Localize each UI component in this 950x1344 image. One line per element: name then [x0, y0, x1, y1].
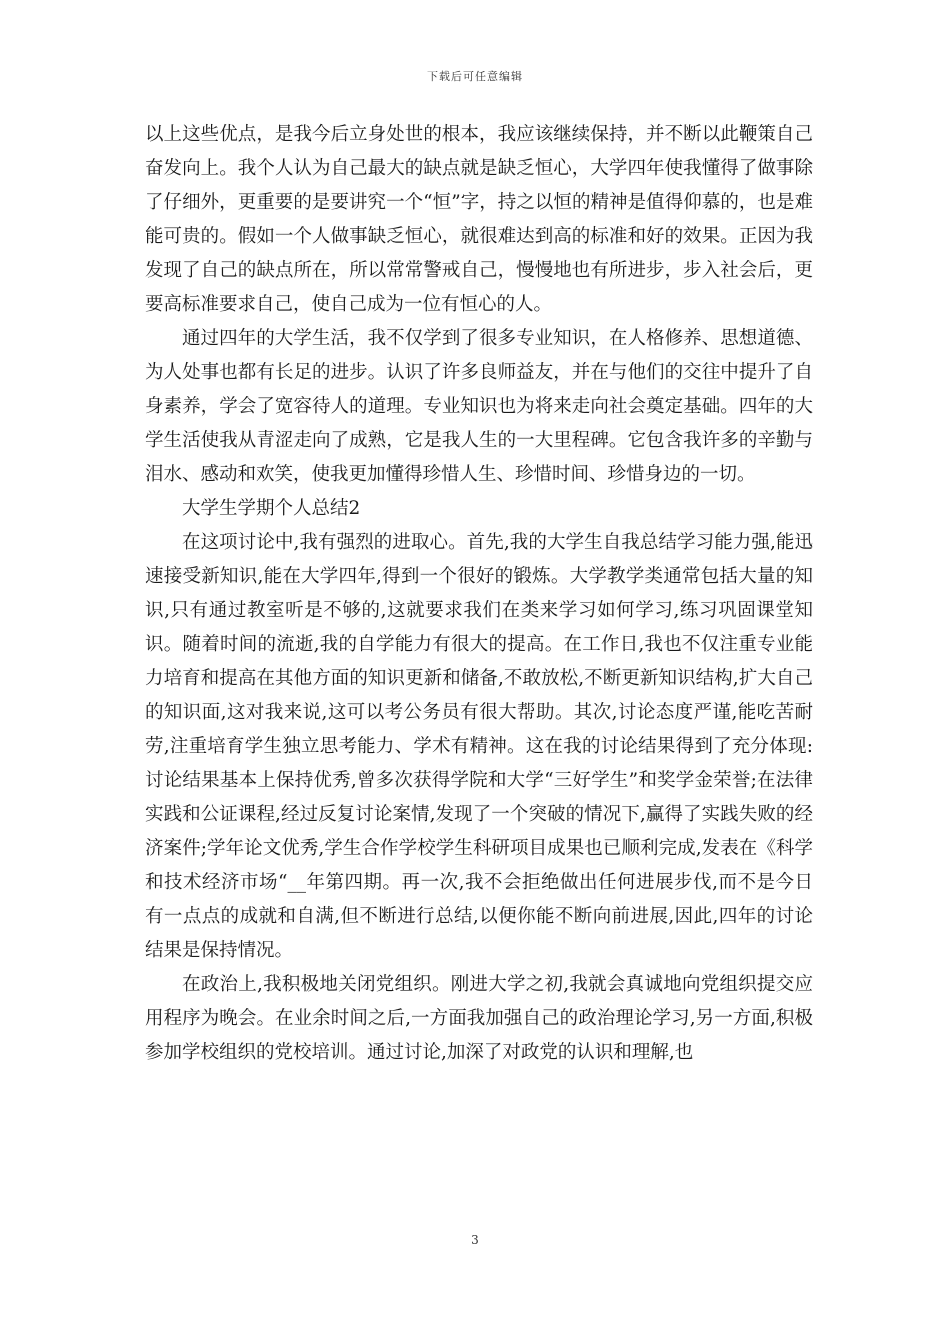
paragraph-2: 通过四年的大学生活，我不仅学到了很多专业知识，在人格修养、思想道德、为人处事也都有长足的进步。认识了许多良师益友，并在与他们的交往中提升了自身素养，学会了宽容待人的道理。专业知识也为将来走向社会奠定基础。四年的大学生活使我从青涩走向了成熟，它是我人生的一大里程碑。它包含我许多的辛勤与泪水、感动和欢笑，使我更加懂得珍惜人生、珍惜时间、珍惜身边的一切。: [145, 328, 813, 485]
page-header: 下载后可任意编辑: [427, 70, 523, 83]
document-body: [145, 118, 813, 1070]
paragraph-4: 在政治上,我积极地关闭党组织。刚进大学之初,我就会真诚地向党组织提交应用程序为晚会。在业余时间之后,一方面我加强自己的政治理论学习,另一方面,积极参加学校组织的党校培训。通过讨论,加深了对政党的认识和理解,也: [145, 974, 813, 1063]
paragraph-3: 在这项讨论中,我有强烈的进取心。首先,我的大学生自我总结学习能力强,能迅速接受新知识,能在大学四年,得到一个很好的锻炼。大学教学类通常包括大量的知识,只有通过教室听是不够的,这就要求我们在类来学习如何学习,练习巩固课堂知识。随着时间的流逝,我的自学能力有很大的提高。在工作日,我也不仅注重专业能力培育和提高在其他方面的知识更新和储备,不敢放松,不断更新知识结构,扩大自己的知识面,这对我来说,这可以考公务员有很大帮助。其次,讨论态度严谨,能吃苦耐劳,注重培育学生独立思考能力、学术有精神。这在我的讨论结果得到了充分体现:讨论结果基本上保持优秀,曾多次获得学院和大学“三好学生”和奖学金荣誉;在法律实践和公证课程,经过反复讨论案情,发现了一个突破的情况下,赢得了实践失败的经济案件;学年论文优秀,学生合作学校学生科研项目成果也已顺利完成,发表在《科学和技术经济市场“__年第四期。再一次,我不会拒绝做出任何进展步伐,而不是今日有一点点的成就和自满,但不断进行总结,以便你能不断向前进展,因此,四年的讨论结果是保持情况。: [145, 532, 813, 961]
page-number: 3: [471, 1233, 479, 1247]
paragraph-1: 以上这些优点，是我今后立身处世的根本，我应该继续保持，并不断以此鞭策自己奋发向上。我个人认为自己最大的缺点就是缺乏恒心，大学四年使我懂得了做事除了仔细外，更重要的是要讲究一个“恒”字，持之以恒的精神是值得仰慕的，也是难能可贵的。假如一个人做事缺乏恒心，就很难达到高的标准和好的效果。正因为我发现了自己的缺点所在，所以常常警戒自己，慢慢地也有所进步，步入社会后，更要高标准要求自己，使自己成为一位有恒心的人。: [145, 124, 813, 315]
section-heading: 大学生学期个人总结2: [182, 498, 361, 519]
